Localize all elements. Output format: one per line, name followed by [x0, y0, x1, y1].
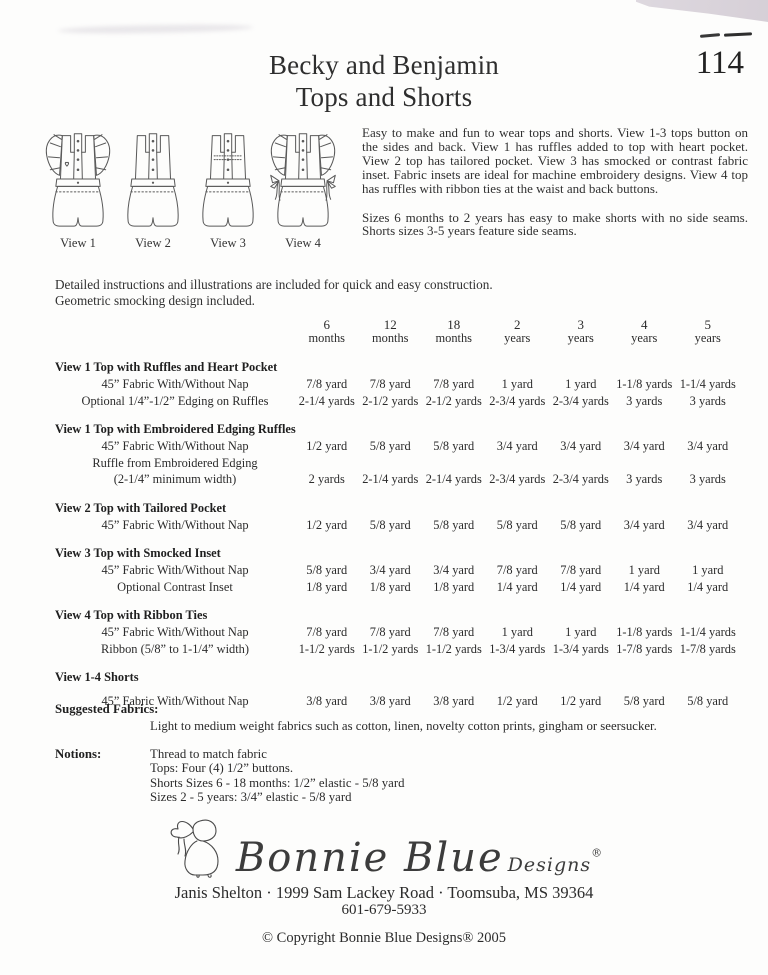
row-label-line: 45” Fabric With/Without Nap [101, 625, 249, 639]
yardage-value: 3/8 yard [433, 694, 475, 708]
row-label-line: Ruffle from Embroidered Edging [92, 455, 258, 470]
section-title: View 4 Top with Ribbon Ties [55, 608, 208, 622]
yardage-value: 2-3/4 yards [489, 393, 546, 408]
size-header [676, 318, 740, 347]
yardage-value: 1-1/8 yards [616, 625, 673, 639]
row-label [55, 641, 295, 658]
yardage-value: 3/4 yard [369, 563, 411, 577]
size-number: 18 [447, 317, 461, 332]
yardage-value: 1-1/2 yards [362, 641, 419, 656]
size-number: 4 [641, 317, 648, 332]
size-header [359, 318, 423, 347]
row-label [55, 579, 295, 596]
yardage-section [55, 545, 755, 595]
size-number: 2 [514, 317, 521, 332]
yardage-value: 3/8 yard [369, 694, 411, 708]
yardage-value: 5/8 yard [560, 517, 602, 532]
yardage-row [55, 376, 755, 393]
yardage-value: 5/8 yard [623, 694, 665, 708]
size-unit: years [631, 330, 658, 345]
size-header [486, 318, 550, 347]
yardage-value: 2-3/4 yards [552, 393, 609, 408]
yardage-row [55, 579, 755, 596]
yardage-section [55, 421, 755, 488]
garment-view [192, 123, 264, 251]
pen-dash-segment [700, 33, 720, 37]
yardage-value: 3 yards [626, 472, 663, 486]
row-label-line: 45” Fabric With/Without Nap [101, 694, 249, 708]
row-label-line: 45” Fabric With/Without Nap [101, 377, 249, 391]
size-unit: years [504, 330, 531, 345]
size-unit: years [694, 330, 721, 345]
garment-illustration [192, 123, 264, 235]
suggested-fabrics-text: Light to medium weight fabrics such as cotton, linen, novelty cotton prints, gingham or seersucker. [150, 719, 657, 733]
yardage-value: 5/8 yard [496, 517, 538, 532]
size-header [295, 318, 359, 347]
yardage-value: 5/8 yard [369, 439, 411, 453]
sunbonnet-girl-icon [164, 816, 228, 880]
yardage-value: 1/2 yard [306, 517, 348, 532]
yardage-value: 1/4 yard [687, 579, 729, 594]
section-title: View 2 Top with Tailored Pocket [55, 500, 227, 515]
size-unit: months [308, 330, 345, 345]
scan-corner-shadow [636, 0, 768, 22]
contact-address: Janis Shelton · 1999 Sam Lackey Road · Toomsuba, MS 39364 [174, 883, 594, 902]
yardage-value: 2-3/4 yards [552, 472, 609, 486]
view-label: View 2 [135, 236, 171, 250]
yardage-value: 7/8 yard [560, 563, 602, 577]
copyright-line: © Copyright Bonnie Blue Designs® 2005 [262, 930, 506, 946]
size-unit: years [567, 330, 594, 345]
brand-name [235, 835, 605, 881]
yardage-value: 3 yards [689, 393, 726, 408]
section-title: View 3 Top with Smocked Inset [55, 546, 221, 560]
size-number: 5 [704, 317, 711, 332]
title-block [0, 50, 768, 113]
size-header [549, 318, 613, 347]
yardage-value: 2 yards [308, 472, 345, 486]
section-title: View 1 Top with Ruffles and Heart Pocket [55, 360, 278, 374]
yardage-value: 1-1/8 yards [616, 377, 673, 391]
yardage-value: 1 yard [501, 625, 533, 639]
garment-view [42, 123, 114, 251]
yardage-section [55, 500, 755, 534]
yardage-value: 3/4 yard [687, 439, 729, 453]
note-line: Detailed instructions and illustrations are included for quick and easy construction. [55, 277, 493, 292]
yardage-value: 3/4 yard [687, 517, 729, 532]
pattern-number: 114 [695, 45, 744, 81]
yardage-value: 7/8 yard [433, 625, 475, 639]
yardage-row [55, 517, 755, 534]
pen-dash-mark [700, 32, 756, 38]
yardage-value: 1-1/2 yards [298, 641, 355, 656]
size-header [422, 318, 486, 347]
yardage-value: 3/4 yard [496, 439, 538, 453]
yardage-value: 5/8 yard [433, 439, 475, 453]
row-label [55, 393, 295, 410]
yardage-value: 1-7/8 yards [616, 641, 673, 656]
yardage-value: 1/2 yard [306, 439, 348, 453]
yardage-value: 1 yard [501, 377, 533, 391]
section-title: View 1-4 Shorts [55, 670, 139, 684]
yardage-value: 1/8 yard [306, 579, 348, 594]
brand-name-text: Bonnie Blue [235, 835, 504, 881]
yardage-value: 2-1/2 yards [425, 393, 482, 408]
notions-list [150, 747, 404, 805]
yardage-value: 2-3/4 yards [489, 472, 546, 486]
yardage-value: 3 yards [626, 393, 663, 408]
suggested-fabrics-heading: Suggested Fabrics: [55, 702, 159, 716]
section-title: View 1 Top with Embroidered Edging Ruffles [55, 422, 296, 436]
yardage-row [55, 641, 755, 658]
notion-item: Sizes 2 - 5 years: 3/4” elastic - 5/8 yard [150, 790, 352, 805]
yardage-value: 1-1/4 yards [679, 377, 736, 391]
page-title [0, 50, 768, 113]
yardage-value: 1 yard [565, 625, 597, 639]
notion-item: Shorts Sizes 6 - 18 months: 1/2” elastic - 5/8 yard [150, 775, 405, 790]
yardage-value: 2-1/4 yards [425, 472, 482, 486]
contact-phone: 601-679-5933 [341, 902, 427, 918]
notion-item: Tops: Four (4) 1/2” buttons. [150, 761, 294, 776]
yardage-value: 1 yard [628, 563, 660, 577]
size-header [613, 318, 677, 347]
row-label [55, 376, 295, 393]
brand-logo [0, 810, 768, 880]
yardage-row [55, 562, 755, 579]
yardage-value: 1/8 yard [433, 579, 475, 594]
description-paragraph: Easy to make and fun to wear tops and shorts. View 1-3 tops button on the sides and back. View 1 has ruffles added to top with heart pocket. View 2 top has tailored pocket. View 3 has smocked or contrast fabric inset. Fabric insets are ideal for machine embroidery designs. View 4 top has ruffles with ribbon ties at the waist and back buttons. [362, 125, 748, 196]
row-label-line: 45” Fabric With/Without Nap [101, 563, 249, 577]
view-label: View 4 [285, 236, 321, 250]
notions [55, 747, 404, 805]
size-number: 12 [383, 317, 397, 332]
yardage-value: 1/8 yard [369, 579, 411, 594]
row-label [55, 438, 295, 455]
yardage-value: 1 yard [565, 377, 597, 391]
yardage-value: 7/8 yard [433, 377, 475, 391]
yardage-value: 3/4 yard [623, 517, 665, 532]
yardage-value: 2-1/4 yards [298, 393, 355, 408]
yardage-value: 1/4 yard [496, 579, 538, 594]
yardage-value: 3/4 yard [433, 563, 475, 577]
yardage-value: 3 yards [689, 472, 726, 486]
note-line: Geometric smocking design included. [55, 293, 255, 309]
yardage-table [55, 318, 755, 710]
yardage-value: 7/8 yard [496, 563, 538, 577]
title-line2: Tops and Shorts [295, 81, 473, 112]
instruction-notes [55, 277, 493, 309]
garment-illustration [42, 123, 114, 235]
yardage-value: 7/8 yard [369, 625, 411, 639]
row-label [55, 455, 295, 488]
yardage-value: 5/8 yard [306, 563, 348, 577]
yardage-value: 1/4 yard [623, 579, 665, 594]
size-unit: months [435, 330, 472, 345]
yardage-value: 7/8 yard [369, 377, 411, 391]
yardage-value: 2-1/4 yards [362, 472, 419, 486]
view-label: View 3 [210, 236, 246, 250]
garment-illustration [267, 123, 339, 235]
row-label-line: 45” Fabric With/Without Nap [101, 439, 249, 453]
yardage-section [55, 607, 755, 657]
yardage-value: 1-3/4 yards [552, 641, 609, 656]
garment-views [42, 123, 339, 251]
garment-view [117, 123, 189, 251]
title-line1: Becky and Benjamin [268, 50, 500, 80]
yardage-value: 3/4 yard [623, 439, 665, 453]
notions-heading: Notions: [55, 747, 102, 761]
view-label: View 1 [60, 236, 96, 250]
description-paragraph: Sizes 6 months to 2 years has easy to make shorts with no side seams. Shorts sizes 3-5 years feature side seams. [362, 209, 748, 239]
yardage-value: 1-3/4 yards [489, 641, 546, 656]
scan-smudge [58, 23, 253, 34]
yardage-value: 1/2 yard [560, 694, 602, 708]
yardage-value: 5/8 yard [369, 517, 411, 532]
yardage-value: 5/8 yard [687, 694, 729, 708]
yardage-value: 7/8 yard [306, 377, 348, 391]
brand-suffix: Designs [507, 854, 592, 876]
size-header-row [55, 318, 755, 347]
yardage-value: 5/8 yard [433, 517, 475, 532]
size-number: 3 [577, 317, 584, 332]
row-label [55, 517, 295, 534]
yardage-value: 3/8 yard [306, 694, 348, 708]
yardage-value: 2-1/2 yards [362, 393, 419, 408]
yardage-value: 1 yard [692, 563, 724, 577]
description [362, 126, 748, 253]
registered-mark: ® [591, 846, 605, 860]
garment-illustration [117, 123, 189, 235]
suggested-fabrics [55, 702, 735, 734]
row-label-line: (2-1/4” minimum width) [113, 472, 237, 486]
size-number: 6 [323, 317, 330, 332]
yardage-value: 3/4 yard [560, 439, 602, 453]
yardage-value: 1-1/4 yards [679, 625, 736, 639]
yardage-value: 1/2 yard [496, 694, 538, 708]
row-label [55, 624, 295, 641]
yardage-row [55, 393, 755, 410]
yardage-value: 1/4 yard [560, 579, 602, 594]
row-label-line: Optional Contrast Inset [117, 579, 233, 594]
pen-dash-segment [724, 32, 752, 36]
yardage-section [55, 359, 755, 409]
yardage-row [55, 624, 755, 641]
size-unit: months [372, 330, 409, 345]
yardage-value: 7/8 yard [306, 625, 348, 639]
row-label-line: Ribbon (5/8” to 1-1/4” width) [101, 641, 249, 656]
garment-view [267, 123, 339, 251]
yardage-row [55, 438, 755, 455]
row-label-line: Optional 1/4”-1/2” Edging on Ruffles [81, 393, 269, 408]
yardage-value: 1-1/2 yards [425, 641, 482, 656]
yardage-value: 1-7/8 yards [679, 641, 736, 656]
row-label-line: 45” Fabric With/Without Nap [101, 517, 249, 532]
yardage-row [55, 455, 755, 488]
notion-item: Thread to match fabric [150, 747, 267, 761]
row-label [55, 562, 295, 579]
